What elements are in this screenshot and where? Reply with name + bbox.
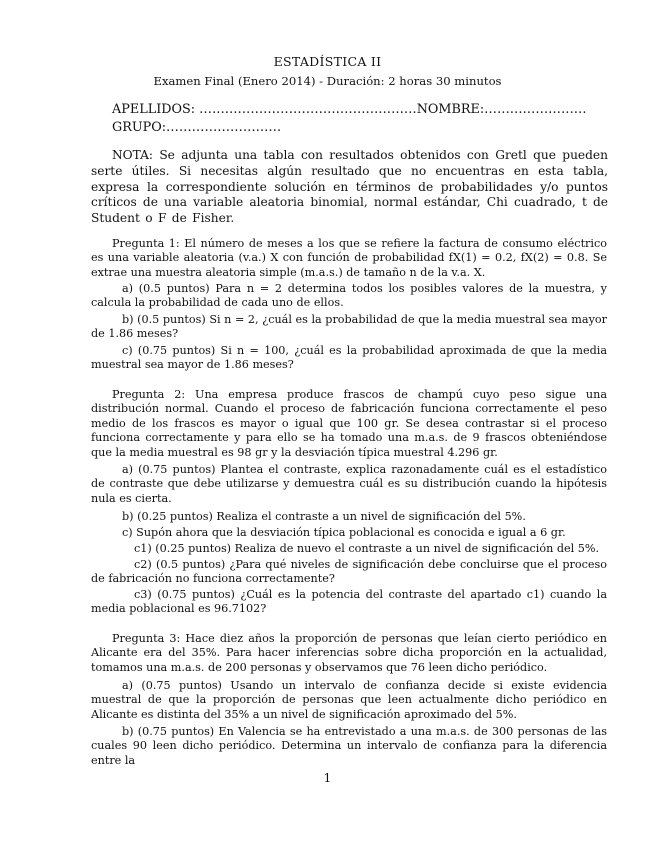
group-line: GRUPO:………………………: [112, 120, 282, 135]
question-3-a: a) (0.75 puntos) Usando un intervalo de confianza decide si existe evidencia muestral de que la proporción de personas que leen actualmente dicho periódico en Alicante es distinta del 35% a un nivel de significación aproximado del 5%.: [91, 679, 607, 721]
question-2-a: a) (0.75 puntos) Plantea el contraste, explica razonadamente cuál es el estadístico de contraste que debe utilizarse y demuestra cuál es su distribución cuando la hipótesis nula es cierta.: [91, 463, 607, 505]
question-2-c1: c1) (0.25 puntos) Realiza de nuevo el contraste a un nivel de significación del 5%.: [134, 542, 600, 555]
name-line: APELLIDOS: ……………………………………………NOMBRE:……………………: [112, 102, 587, 117]
exam-subtitle: Examen Final (Enero 2014) - Duración: 2 horas 30 minutos: [153, 74, 502, 88]
question-2-intro: Pregunta 2: Una empresa produce frascos de champú cuyo peso sigue una distribución normal. Cuando el proceso de fabricación funciona correctamente el peso medio de los frascos es mayor o igual que 100 gr. Se desea contrastar si el proceso funciona correctamente y para ello se ha tomado una m.a.s. de 9 frascos obteniéndose que la media muestral es 98 gr y la desviación típica muestral 4.296 gr.: [91, 388, 607, 459]
question-1-a: a) (0.5 puntos) Para n = 2 determina todos los posibles valores de la muestra, y calcula la probabilidad de cada uno de ellos.: [91, 282, 607, 310]
exam-title: ESTADÍSTICA II: [273, 54, 382, 69]
nota-paragraph: NOTA: Se adjunta una tabla con resultados obtenidos con Gretl que pueden serte útiles. Si necesitas algún resultado que no encuentras en esta tabla, expresa la correspondiente solución en términos de probabilidades y/o puntos críticos de una variable aleatoria binomial, normal estándar, Chi cuadrado, t de Student o F de Fisher.: [91, 148, 608, 226]
question-2-b: b) (0.25 puntos) Realiza el contraste a un nivel de significación del 5%.: [122, 510, 526, 523]
question-1-intro: Pregunta 1: El número de meses a los que se refiere la factura de consumo eléctrico es una variable aleatoria (v.a.) X con función de probabilidad fX(1) = 0.2, fX(2) = 0.8. Se extrae una muestra aleatoria simple (m.a.s.) de tamaño n de la v.a. X.: [91, 237, 607, 279]
question-2-c2: c2) (0.5 puntos) ¿Para qué niveles de significación debe concluirse que el proceso de fabricación no funciona correctamente?: [91, 558, 607, 586]
question-2-c: c) Supón ahora que la desviación típica poblacional es conocida e igual a 6 gr.: [122, 526, 566, 539]
question-1-b: b) (0.5 puntos) Si n = 2, ¿cuál es la probabilidad de que la media muestral sea mayor de 1.86 meses?: [91, 313, 607, 341]
question-3-b: b) (0.75 puntos) En Valencia se ha entrevistado a una m.a.s. de 300 personas de las cuales 90 leen dicho periódico. Determina un intervalo de confianza para la diferencia entre la: [91, 725, 607, 767]
question-1-c: c) (0.75 puntos) Si n = 100, ¿cuál es la probabilidad aproximada de que la media muestral sea mayor de 1.86 meses?: [91, 344, 607, 372]
question-3-intro: Pregunta 3: Hace diez años la proporción de personas que leían cierto periódico en Alicante era del 35%. Para hacer inferencias sobre dicha proporción en la actualidad, tomamos una m.a.s. de 200 personas y observamos que 76 leen dicho periódico.: [91, 632, 607, 674]
page-number: 1: [323, 771, 332, 785]
question-2-c3: c3) (0.75 puntos) ¿Cuál es la potencia del contraste del apartado c1) cuando la media poblacional es 96.7102?: [91, 588, 607, 616]
